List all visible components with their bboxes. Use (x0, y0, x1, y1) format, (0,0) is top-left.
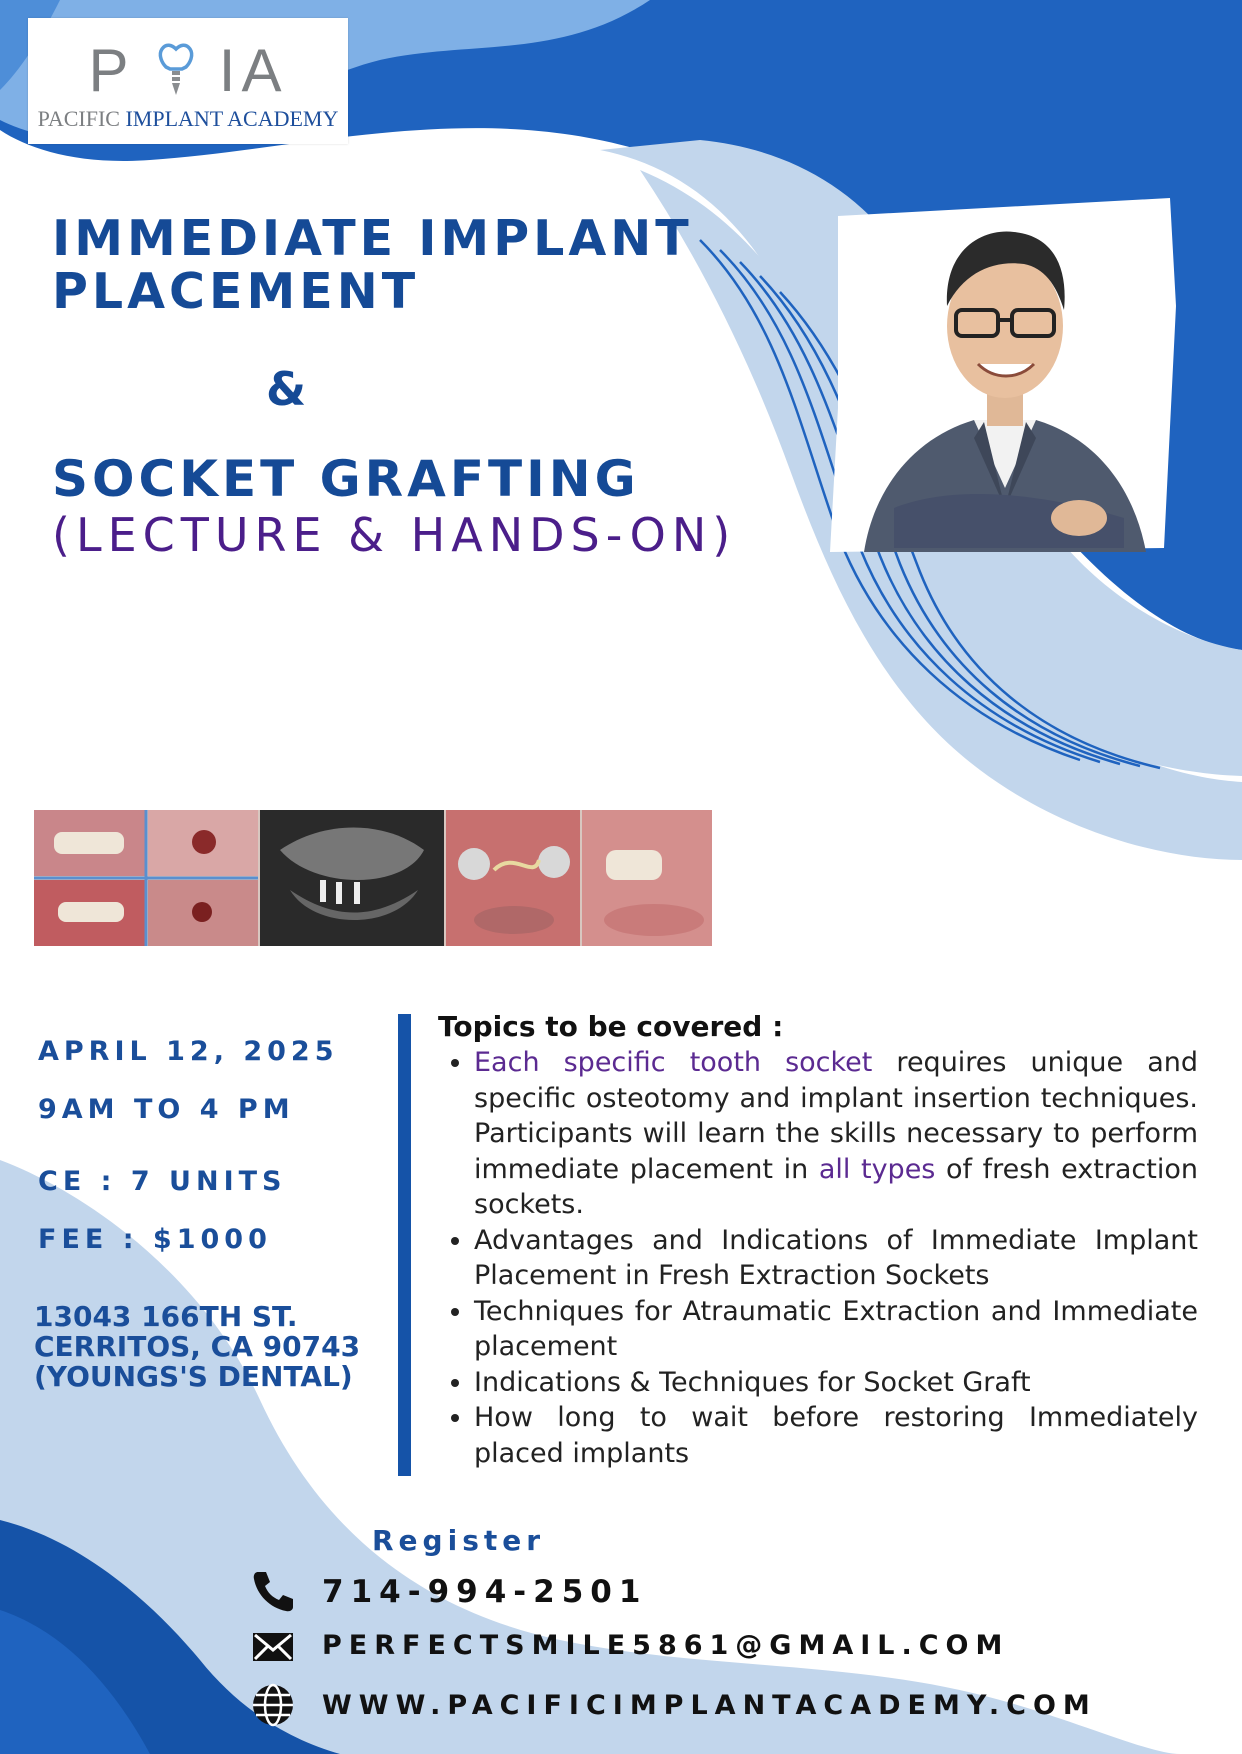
topic-highlight: Each specific tooth socket (474, 1047, 873, 1078)
clinical-photo-strip (34, 810, 712, 946)
address-line1: 13043 166TH ST. (34, 1300, 298, 1333)
envelope-icon (250, 1624, 296, 1670)
phone-icon (250, 1568, 296, 1614)
event-address (34, 1302, 360, 1392)
xray-photo (260, 810, 444, 946)
register-label: Register (372, 1524, 546, 1557)
topic-item: • Techniques for Atraumatic Extraction and Immediate placement (474, 1294, 1198, 1365)
topics-header: Topics to be covered : (438, 1010, 784, 1043)
title-ampersand: & (266, 362, 307, 416)
topic-item: • Indications & Techniques for Socket Graft (474, 1365, 1198, 1401)
course-title (52, 212, 693, 318)
section-divider (398, 1014, 411, 1476)
clinical-photo-3 (446, 810, 580, 946)
website-url[interactable]: WWW.PACIFICIMPLANTACADEMY.COM (322, 1690, 1097, 1721)
logo-subtitle-left: PACIFIC (37, 106, 126, 131)
event-ce-units: CE : 7 UNITS (38, 1166, 287, 1197)
email-address[interactable]: PERFECTSMILE5861@GMAIL.COM (322, 1630, 1010, 1661)
topic-item: • How long to wait before restoring Immediately placed implants (474, 1400, 1198, 1471)
topic-item: • Advantages and Indications of Immediate Implant Placement in Fresh Extraction Sockets (474, 1223, 1198, 1294)
topics-section (438, 1010, 1198, 1471)
globe-icon (250, 1682, 296, 1728)
event-fee: FEE : $1000 (38, 1224, 272, 1255)
event-date: APRIL 12, 2025 (38, 1036, 339, 1067)
course-title-line3: SOCKET GRAFTING (52, 450, 640, 508)
presenter-photo (824, 188, 1184, 556)
tooth-icon (156, 41, 196, 99)
logo-subtitle (28, 106, 348, 132)
address-line2: CERRITOS, CA 90743 (34, 1330, 361, 1363)
topic-text: of fresh extraction sockets. (474, 1153, 1198, 1220)
academy-logo (28, 18, 348, 144)
course-title-line2: PLACEMENT (52, 263, 420, 320)
logo-letter-p: P (88, 37, 134, 104)
topic-text: requires unique and specific osteotomy and implant insertion techniques. Participants will learn the skills necessary to perform immediate placement in (474, 1047, 1198, 1185)
course-title-line1: IMMEDIATE IMPLANT (52, 210, 693, 267)
event-time: 9AM TO 4 PM (38, 1094, 295, 1125)
logo-letters-tail: IA (218, 37, 288, 104)
address-line3: (YOUNGS'S DENTAL) (34, 1360, 353, 1393)
course-subtitle: (LECTURE & HANDS-ON) (52, 508, 737, 562)
topics-list (438, 1045, 1198, 1471)
phone-number[interactable]: 714-994-2501 (322, 1574, 648, 1610)
logo-subtitle-right: IMPLANT ACADEMY (125, 106, 339, 131)
logo-letters (28, 36, 348, 105)
topic-item (474, 1045, 1198, 1223)
topic-highlight: all types (818, 1153, 936, 1185)
clinical-photo-4 (582, 810, 712, 946)
